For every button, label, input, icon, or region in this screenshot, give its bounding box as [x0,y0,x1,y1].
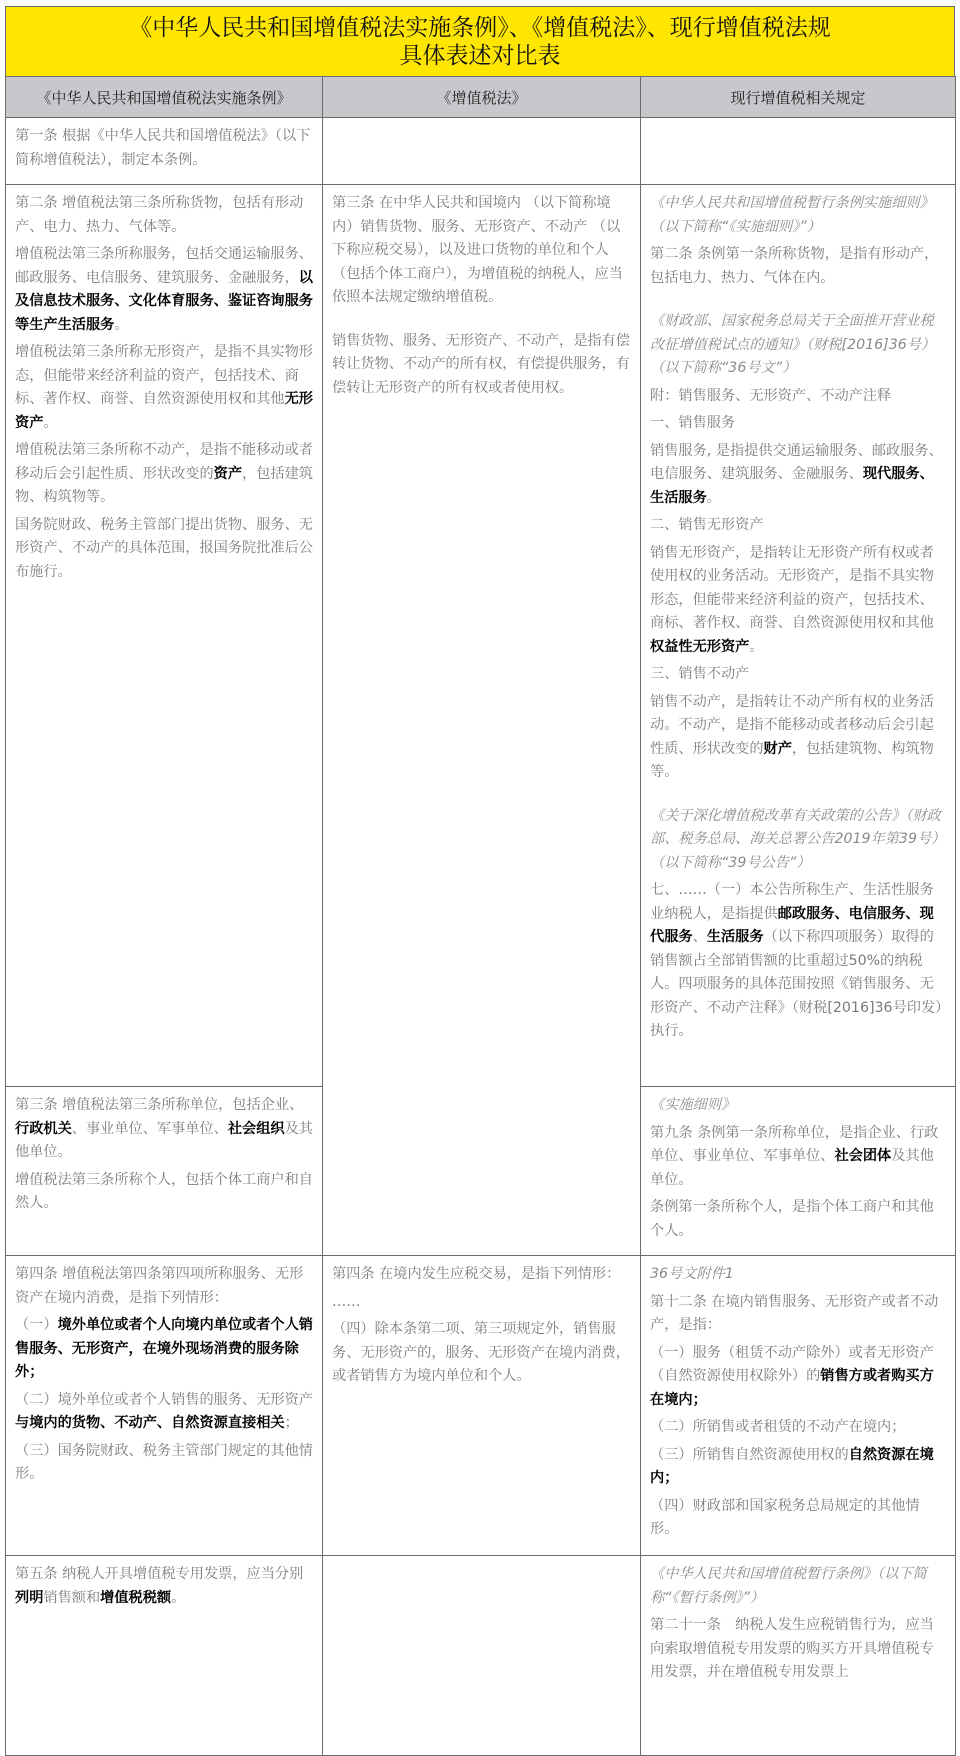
emphasis: 行政机关 [15,1120,72,1137]
emphasis: 财产 [763,740,792,757]
emphasis: 以及信息技术服务、文化体育服务、鉴证咨询服务等生产生活服务 [15,269,313,333]
cell-text: 销售服务, 是指提供交通运输服务、邮政服务、电信服务、建筑服务、金融服务、现代服务、生活服务。 [650,442,943,506]
emphasis: 资产 [213,465,243,482]
document-title [5,6,955,76]
header-regulations: 《中华人民共和国增值税法实施条例》 [6,77,323,118]
table-row [6,185,956,1087]
cell-text: 第四条 增值税法第四条第四项所称服务、无形资产在境内消费，是指下列情形： [15,1266,304,1306]
header-current-rules: 现行增值税相关规定 [641,77,956,118]
cell-text: （三）所销售自然资源使用权的自然资源在境内； [650,1446,934,1486]
cell-text: 第三条 在中华人民共和国境内 （以下简称境内）销售货物、服务、无形资产、不动产 （以下称应税交易），以及进口货物的单位和个人（包括个体工商户），为增值税的纳税人，应当依照本法规定缴纳增值税。 [332,195,623,305]
source-citation: 《关于深化增值税改革有关政策的公告》（财政部、税务总局、海关总署公告2019年第39号）（以下简称“39号公告”） [650,807,946,871]
cell-regulation-article-3 [6,1087,323,1256]
cell-text: 第二条 增值税法第三条所称货物，包括有形动产、电力、热力、气体等。 [15,195,304,235]
cell-text: 国务院财政、税务主管部门提出货物、服务、无形资产、不动产的具体范围，报国务院批准后公布施行。 [15,516,313,580]
cell-text: 条例第一条所称个人，是指个体工商户和其他个人。 [650,1199,934,1239]
cell-text: （一）服务（租赁不动产除外）或者无形资产（自然资源使用权除外）的销售方或者购买方在境内； [650,1344,934,1408]
cell-current-rules-units [641,1087,956,1256]
source-citation: 《中华人民共和国增值税暂行条例》（以下简称“《暂行条例》”） [650,1566,927,1606]
cell-text: （三）国务院财政、税务主管部门规定的其他情形。 [15,1442,313,1482]
cell-text: 七、……（一）本公告所称生产、生活性服务业纳税人，是指提供邮政服务、电信服务、现代服务、生活服务（以下称四项服务）取得的销售额占全部销售额的比重超过50%的纳税人。四项服务的具体范围按照《销售服务、无形资产、不动产注释》（财税[2016]36号印发）执行。 [650,882,943,1039]
cell-text: …… [332,1293,361,1310]
emphasis: 社会组织 [227,1120,285,1137]
source-citation: 《实施细则》 [650,1097,736,1113]
cell-regulation-article-4 [6,1256,323,1556]
header-row [6,77,956,118]
cell-text: 附：销售服务、无形资产、不动产注释 [650,387,892,404]
cell-empty [323,1556,641,1756]
emphasis: 销售方或者购买方在境内； [650,1368,934,1408]
emphasis: 境外单位或者个人向境内单位或者个人销售服务、无形资产，在境外现场消费的服务除外； [15,1317,313,1380]
title-line-1: 《中华人民共和国增值税法实施条例》、《增值税法》、现行增值税法规 [129,15,831,41]
cell-text: （二）境外单位或者个人销售的服务、无形资产与境内的货物、不动产、自然资源直接相关； [15,1391,313,1431]
emphasis: 与境内的货物、不动产、自然资源直接相关 [15,1415,285,1431]
cell-regulation-article-5 [6,1556,323,1756]
cell-text: 增值税法第三条所称无形资产，是指不具实物形态，但能带来经济利益的资产，包括技术、商标、著作权、商誉、自然资源使用权和其他无形资产。 [15,344,313,431]
source-citation: 《中华人民共和国增值税暂行条例实施细则》（以下简称“《实施细则》”） [650,195,934,235]
cell-vat-law-article-4 [323,1256,641,1556]
emphasis: 无形资产 [15,391,313,431]
cell-regulation-article-2 [6,185,323,1087]
cell-empty [323,118,641,185]
cell-text: 第五条 纳税人开具增值税专用发票，应当分别列明销售额和增值税税额。 [15,1566,304,1606]
emphasis: 权益性无形资产 [650,638,750,655]
source-citation: 36号文附件1 [650,1266,734,1282]
cell-current-rules-domestic [641,1256,956,1556]
emphasis: 生活服务 [706,929,764,945]
cell-text: 增值税法第三条所称服务，包括交通运输服务、邮政服务、电信服务、建筑服务、金融服务，以及信息技术服务、文化体育服务、鉴证咨询服务等生产生活服务。 [15,246,313,333]
table-row [6,1256,956,1556]
cell-text: （四）除本条第二项、第三项规定外，销售服务、无形资产的，服务、无形资产在境内消费，或者销售方为境内单位和个人。 [332,1321,630,1384]
cell-text: 第二条 条例第一条所称货物，是指有形动产，包括电力、热力、气体在内。 [650,246,939,286]
source-citation: 《财政部、国家税务总局关于全面推开营业税改征增值税试点的通知》（财税[2016]36号）（以下简称“36号文”） [650,313,936,376]
cell-text: 二、销售无形资产 [650,517,764,533]
cell-text: 第四条 在境内发生应税交易，是指下列情形： [332,1266,621,1282]
cell-text: 销售货物、服务、无形资产、不动产，是指有偿转让货物、不动产的所有权，有偿提供服务，有偿转让无形资产的所有权或者使用权。 [332,332,630,396]
cell-text: 第三条 增值税法第三条所称单位，包括企业、行政机关、事业单位、军事单位、社会组织及其他单位。 [15,1097,313,1160]
cell-text: 第十二条 在境内销售服务、无形资产或者不动产，是指： [650,1293,939,1333]
cell-text: 销售无形资产，是指转让无形资产所有权或者使用权的业务活动。无形资产，是指不具实物形态，但能带来经济利益的资产，包括技术、商标、著作权、商誉、自然资源使用权和其他权益性无形资产。 [650,544,934,655]
cell-text: （一）境外单位或者个人向境内单位或者个人销售服务、无形资产，在境外现场消费的服务除外； [15,1317,313,1380]
cell-text: 第一条 根据《中华人民共和国增值税法》（以下简称增值税法），制定本条例。 [15,128,311,168]
cell-text: 一、销售服务 [650,415,736,431]
emphasis: 现代服务、生活服务 [650,466,934,506]
cell-empty [641,118,956,185]
cell-current-rules-invoice [641,1556,956,1756]
emphasis: 邮政服务、电信服务、现代服务 [650,905,934,945]
cell-text: 销售不动产，是指转让不动产所有权的业务活动。不动产，是指不能移动或者移动后会引起性质、形状改变的财产，包括建筑物、构筑物等。 [650,693,934,780]
title-line-2: 具体表述对比表 [399,43,561,69]
emphasis: 增值税税额 [100,1589,172,1606]
header-vat-law: 《增值税法》 [323,77,641,118]
comparison-document [5,6,955,1756]
emphasis: 列明 [15,1589,44,1606]
emphasis: 自然资源在境内； [650,1446,934,1486]
cell-vat-law-article-3 [323,185,641,1256]
comparison-table [5,76,956,1756]
table-row [6,118,956,185]
cell-current-rules-goods-services [641,185,956,1087]
cell-text: （四）财政部和国家税务总局规定的其他情形。 [650,1497,920,1537]
cell-text: 增值税法第三条所称个人，包括个体工商户和自然人。 [15,1171,313,1211]
cell-regulation-article-1 [6,118,323,185]
emphasis: 社会团体 [834,1148,892,1164]
cell-text: 第二十一条 纳税人发生应税销售行为，应当向索取增值税专用发票的购买方开具增值税专用发票，并在增值税专用发票上 [650,1617,934,1680]
table-row [6,1556,956,1756]
cell-text: 第九条 条例第一条所称单位，是指企业、行政单位、事业单位、军事单位、社会团体及其他单位。 [650,1124,939,1188]
cell-text: （二）所销售或者租赁的不动产在境内； [650,1419,906,1435]
cell-text: 增值税法第三条所称不动产，是指不能移动或者移动后会引起性质、形状改变的资产，包括建筑物、构筑物等。 [15,442,313,505]
cell-text: 三、销售不动产 [650,666,750,682]
